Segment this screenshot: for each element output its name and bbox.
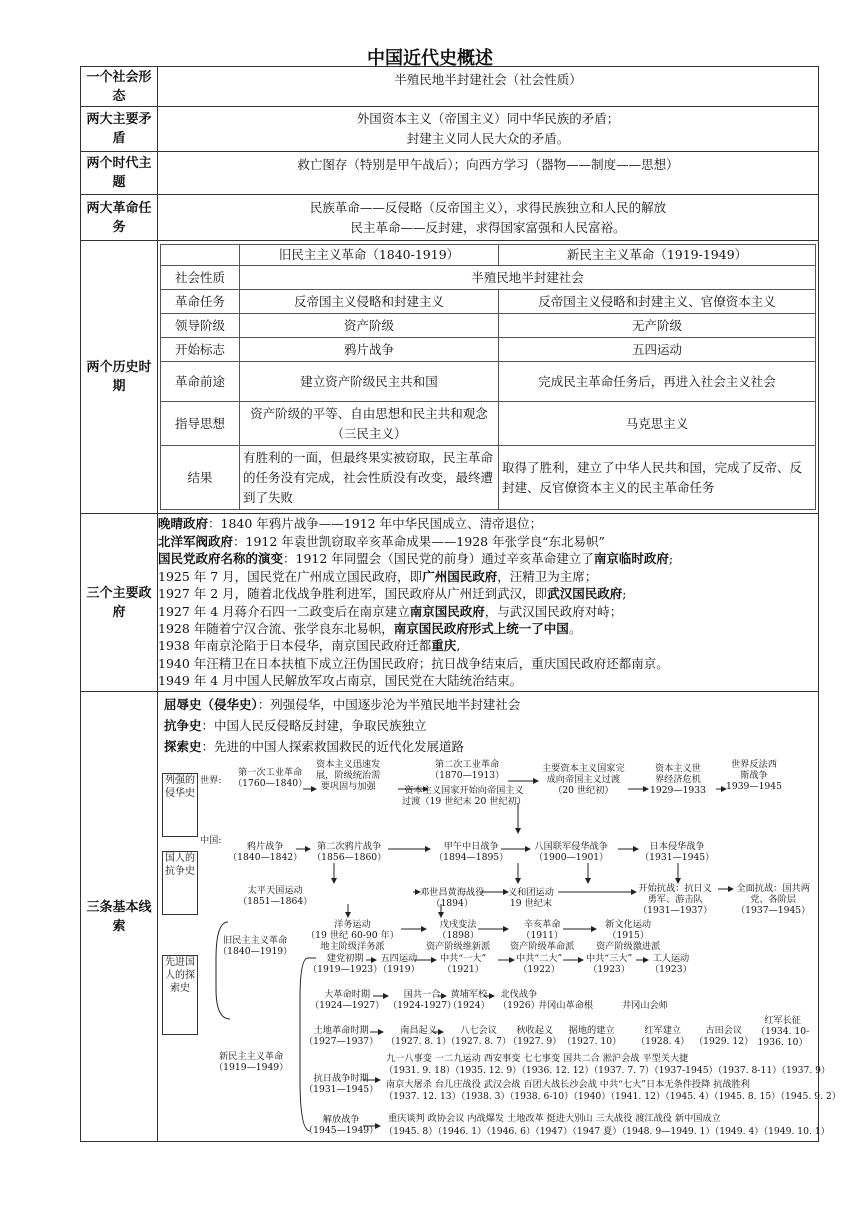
node-p3e: 红军建立 （1928. 4） bbox=[636, 1025, 690, 1047]
label-china: 中国: bbox=[200, 835, 222, 846]
node-c1: 鸦片战争 （1840—1842） bbox=[228, 841, 303, 863]
node-p3f: 古田会议 （1929. 12） bbox=[694, 1025, 754, 1047]
node-w3b: 资本主义国家开始向帝国主义 过渡（19 世纪末 20 世纪初） bbox=[402, 785, 527, 807]
node-p1: 建党初期 （1919—1923） bbox=[308, 953, 383, 975]
form-text: 半殖民地半封建社会（社会性质） bbox=[158, 67, 819, 107]
p4-row-3: 南京大屠杀 台儿庄战役 武汉会战 百团大战长沙会战 中共“七大”日本无条件投降 抗战胜利 bbox=[386, 1079, 750, 1090]
node-p2: 大革命时期 （1924—1927） bbox=[310, 989, 385, 1011]
row-key-start: 开始标志 bbox=[161, 338, 240, 362]
gov-line-8: 1938 年南京沦陷于日本侵华，南京国民政府迁都重庆, bbox=[158, 638, 461, 654]
node-w3: 第二次工业革命 （1870—1913） bbox=[430, 759, 505, 781]
gov-line-4: 1925 年 7 月，国民党在广州成立国民政府，即广州国民政府，汪精卫为主席； bbox=[158, 568, 598, 584]
line-invasion: 屈辱史（侵华史）：列强侵华，中国逐步沦为半殖民地半封建社会 bbox=[164, 697, 521, 712]
periods-table bbox=[160, 244, 816, 510]
gov-line-6: 1927 年 4 月蒋介石四一二政变后在南京建立南京国民政府，与武汉国民政府对峙； bbox=[158, 603, 623, 619]
row-key-ideology: 指导思想 bbox=[161, 402, 240, 446]
start-new: 五四运动 bbox=[499, 338, 816, 362]
periods-corner bbox=[161, 245, 240, 266]
node-c4: 八国联军侵华战争 （1900—1901） bbox=[534, 841, 609, 863]
row-key-leader: 领导阶级 bbox=[161, 314, 240, 338]
row-key-nature: 社会性质 bbox=[161, 266, 240, 290]
node-p3: 土地革命时期 （1927—1937） bbox=[304, 1025, 379, 1047]
row-label-periods: 两个历史时期 bbox=[81, 241, 158, 514]
node-p5: 解放战争 （1945—1949） bbox=[304, 1114, 379, 1136]
node-p3b: 八七会议 （1927. 8. 7） bbox=[446, 1025, 512, 1047]
node-e2: 戊戌变法 （1898） 资产阶级维新派 bbox=[426, 919, 491, 952]
node-w6: 世界反法西 斯战争 1939—1945 bbox=[726, 759, 782, 792]
themes-text: 救亡图存（特别是甲午战后）；向西方学习（器物——制度——思想） bbox=[158, 152, 819, 195]
node-p2d: 井冈山革命根 bbox=[538, 1000, 594, 1011]
gov-line-3: 国民党政府名称的演变：1912 年同盟会（国民党的前身）通过辛亥革命建立了南京临时政府; bbox=[158, 551, 674, 567]
p5-row-2: （1945. 8）（1946. 1）（1946. 6）（1947）（1947 夏）（1948. 9—1949. 1）（1949. 4）（1949. 10. 1） bbox=[384, 1126, 830, 1137]
node-p1d: 中共“三大” （1923） bbox=[586, 953, 633, 975]
row-key-future: 革命前途 bbox=[161, 362, 240, 402]
govs-cell bbox=[158, 514, 819, 692]
node-p4: 抗日战争时期 （1931—1945） bbox=[304, 1073, 379, 1095]
node-p1b: 中共“一大” （1921） bbox=[440, 953, 487, 975]
lines-text bbox=[158, 692, 818, 759]
task-old: 反帝国主义侵略和封建主义 bbox=[240, 290, 499, 314]
p4-row-4: （1937. 12. 13）（1938. 3）（1938. 6-10）（1940）（1941. 12）（1945. 4）（1945. 8. 15）（1945. 9. 2） bbox=[384, 1091, 841, 1102]
tasks-cell bbox=[158, 195, 819, 241]
node-e1: 洋务运动 （19 世纪 60-90 年） 地主阶级洋务派 bbox=[306, 919, 399, 952]
gov-line-2: 北洋军阀政府：1912 年袁世凯窃取辛亥革命成果——1928 年张学良“东北易帜” bbox=[158, 533, 605, 549]
node-w4: 主要资本主义国家完 成向帝国主义过渡 （20 世纪初） bbox=[542, 763, 625, 796]
line-exploration: 探索史：先进的中国人探索救国救民的近代化发展道路 bbox=[164, 739, 465, 754]
node-e4: 新文化运动 （1915） 资产阶级激进派 bbox=[596, 919, 661, 952]
box-exploration: 先进国人的探索史 bbox=[162, 955, 198, 1035]
task-1: 民族革命——反侵略（反帝国主义），求得民族独立和人民的解放 bbox=[309, 199, 667, 215]
periods-cell bbox=[158, 241, 819, 514]
gov-line-5: 1927 年 2 月，随着北伐战争胜利进军，国民政府从广州迁到武汉，即武汉国民政府; bbox=[158, 586, 627, 602]
node-p3g: 红军长征 （1934. 10- 1936. 10） bbox=[756, 1015, 810, 1048]
task-2: 民主革命——反封建，求得国家富强和人民富裕。 bbox=[350, 219, 626, 235]
node-w1: 第一次工业革命 （1760—1840） bbox=[233, 767, 308, 789]
node-r4: 开始抗战：抗日义 勇军、游击队 （1931—1937） bbox=[638, 883, 713, 916]
node-new-rev: 新民主主义革命 （1919—1949） bbox=[214, 1051, 289, 1073]
result-new: 取得了胜利，建立了中华人民共和国，完成了反帝、反封建、反官僚资本主义的民主革命任务 bbox=[499, 446, 816, 510]
p4-row-2: （1931. 9. 18）（1935. 12. 9）（1936. 12. 12）（1937. 7. 7）（1937-1945）（1937. 8-11）（1937. 9） bbox=[384, 1065, 831, 1076]
contradiction-1: 外国资本主义（帝国主义）同中华民族的矛盾； bbox=[356, 111, 620, 126]
p5-row-1: 重庆谈判 政协会议 内战爆发 土地改革 挺进大别山 三大战役 渡江战役 新中国成立 bbox=[388, 1113, 721, 1124]
box-resistance: 国人的抗争史 bbox=[162, 851, 198, 915]
row-label-form: 一个社会形态 bbox=[81, 67, 158, 107]
contradictions-cell bbox=[158, 107, 819, 152]
node-p1e: 工人运动 （1923） bbox=[650, 953, 692, 975]
node-old-rev: 旧民主主义革命 （1840—1919） bbox=[218, 935, 293, 957]
node-c2: 第二次鸦片战争 （1856—1860） bbox=[312, 841, 387, 863]
box-invasion: 列强的侵华史 bbox=[162, 773, 198, 837]
history-diagram bbox=[158, 759, 841, 1141]
node-r2: 邓世昌黄海战役 （1894） bbox=[420, 887, 485, 909]
label-world: 世界: bbox=[200, 775, 222, 786]
task-new: 反帝国主义侵略和封建主义、官僚资本主义 bbox=[499, 290, 816, 314]
gov-line-1: 晚晴政府：1840 年鸦片战争——1912 年中华民国成立、清帝退位； bbox=[158, 516, 543, 532]
nature-value: 半殖民地半封建社会 bbox=[240, 266, 816, 290]
node-p3d: 据地的建立 （1927. 10） bbox=[562, 1025, 622, 1047]
row-key-result: 结果 bbox=[161, 446, 240, 510]
node-e3: 辛亥革命 （1911） 资产阶级革命派 bbox=[510, 919, 575, 952]
line-resistance: 抗争史：中国人民反侵略反封建，争取民族独立 bbox=[164, 718, 427, 733]
overview-table bbox=[80, 66, 841, 1142]
row-label-lines: 三条基本线索 bbox=[81, 692, 158, 1142]
node-p2e: 井冈山会师 bbox=[622, 1000, 668, 1011]
row-label-themes: 两个时代主题 bbox=[81, 152, 158, 195]
lines-cell bbox=[158, 692, 841, 1142]
node-r5: 全面抗战：国共两 党、各阶层 （1937—1945） bbox=[736, 883, 811, 916]
head-new: 新民主主义革命（1919-1949） bbox=[499, 245, 816, 266]
gov-line-10: 1949 年 4 月中国人民解放军攻占南京，国民党在大陆统治结束。 bbox=[158, 673, 523, 689]
node-p3a: 南昌起义 （1927. 8. 1） bbox=[386, 1025, 452, 1047]
row-label-tasks: 两大革命任务 bbox=[81, 195, 158, 241]
node-w2: 资本主义迅速发 展，阶级统治需 要巩固与加强 bbox=[316, 759, 381, 792]
page-title: 中国近代史概述 bbox=[367, 48, 493, 69]
node-p1a: 五四运动 （1919） bbox=[378, 953, 420, 975]
node-r1: 太平天国运动 （1851—1864） bbox=[238, 885, 313, 907]
head-old: 旧民主主义革命（1840-1919） bbox=[240, 245, 499, 266]
result-old: 有胜利的一面，但最终果实被窃取，民主革命的任务没有完成，社会性质没有改变，最终遭到了失败 bbox=[240, 446, 499, 510]
leader-new: 无产阶级 bbox=[499, 314, 816, 338]
row-label-govs: 三个主要政府 bbox=[81, 514, 158, 692]
node-r3: 义和团运动 19 世纪末 bbox=[508, 887, 554, 909]
node-c5: 日本侵华战争 （1931—1945） bbox=[640, 841, 715, 863]
contradiction-2: 封建主义同人民大众的矛盾。 bbox=[406, 131, 570, 146]
row-key-task: 革命任务 bbox=[161, 290, 240, 314]
node-p2a: 国共一合 （1924-1927） bbox=[388, 989, 457, 1011]
p4-row-1: 九一八事变 一二九运动 西安事变 七七事变 国共二合 淞沪会战 平型关大捷 bbox=[386, 1053, 689, 1064]
node-p3c: 秋收起义 （1927. 9） bbox=[508, 1025, 562, 1047]
gov-line-9: 1940 年汪精卫在日本扶植下成立汪伪国民政府；抗日战争结束后，重庆国民政府还都南京。 bbox=[158, 655, 669, 671]
future-old: 建立资产阶级民主共和国 bbox=[240, 362, 499, 402]
future-new: 完成民主革命任务后，再进入社会主义社会 bbox=[499, 362, 816, 402]
node-p1c: 中共“二大” （1922） bbox=[516, 953, 563, 975]
node-p2b: 黄埔军校 （1924） bbox=[448, 989, 490, 1011]
row-label-contradictions: 两大主要矛盾 bbox=[81, 107, 158, 152]
node-p2c: 北伐战争 （1926） bbox=[498, 989, 540, 1011]
start-old: 鸦片战争 bbox=[240, 338, 499, 362]
ideology-old: 资产阶级的平等、自由思想和民主共和观念（三民主义） bbox=[240, 402, 499, 446]
ideology-new: 马克思主义 bbox=[499, 402, 816, 446]
gov-line-7: 1928 年随着宁汉合流、张学良东北易帜，南京国民政府形式上统一了中国。 bbox=[158, 620, 582, 636]
leader-old: 资产阶级 bbox=[240, 314, 499, 338]
node-c3: 甲午中日战争 （1894—1895） bbox=[434, 841, 509, 863]
node-w5: 资本主义世 界经济危机 1929—1933 bbox=[650, 763, 706, 796]
